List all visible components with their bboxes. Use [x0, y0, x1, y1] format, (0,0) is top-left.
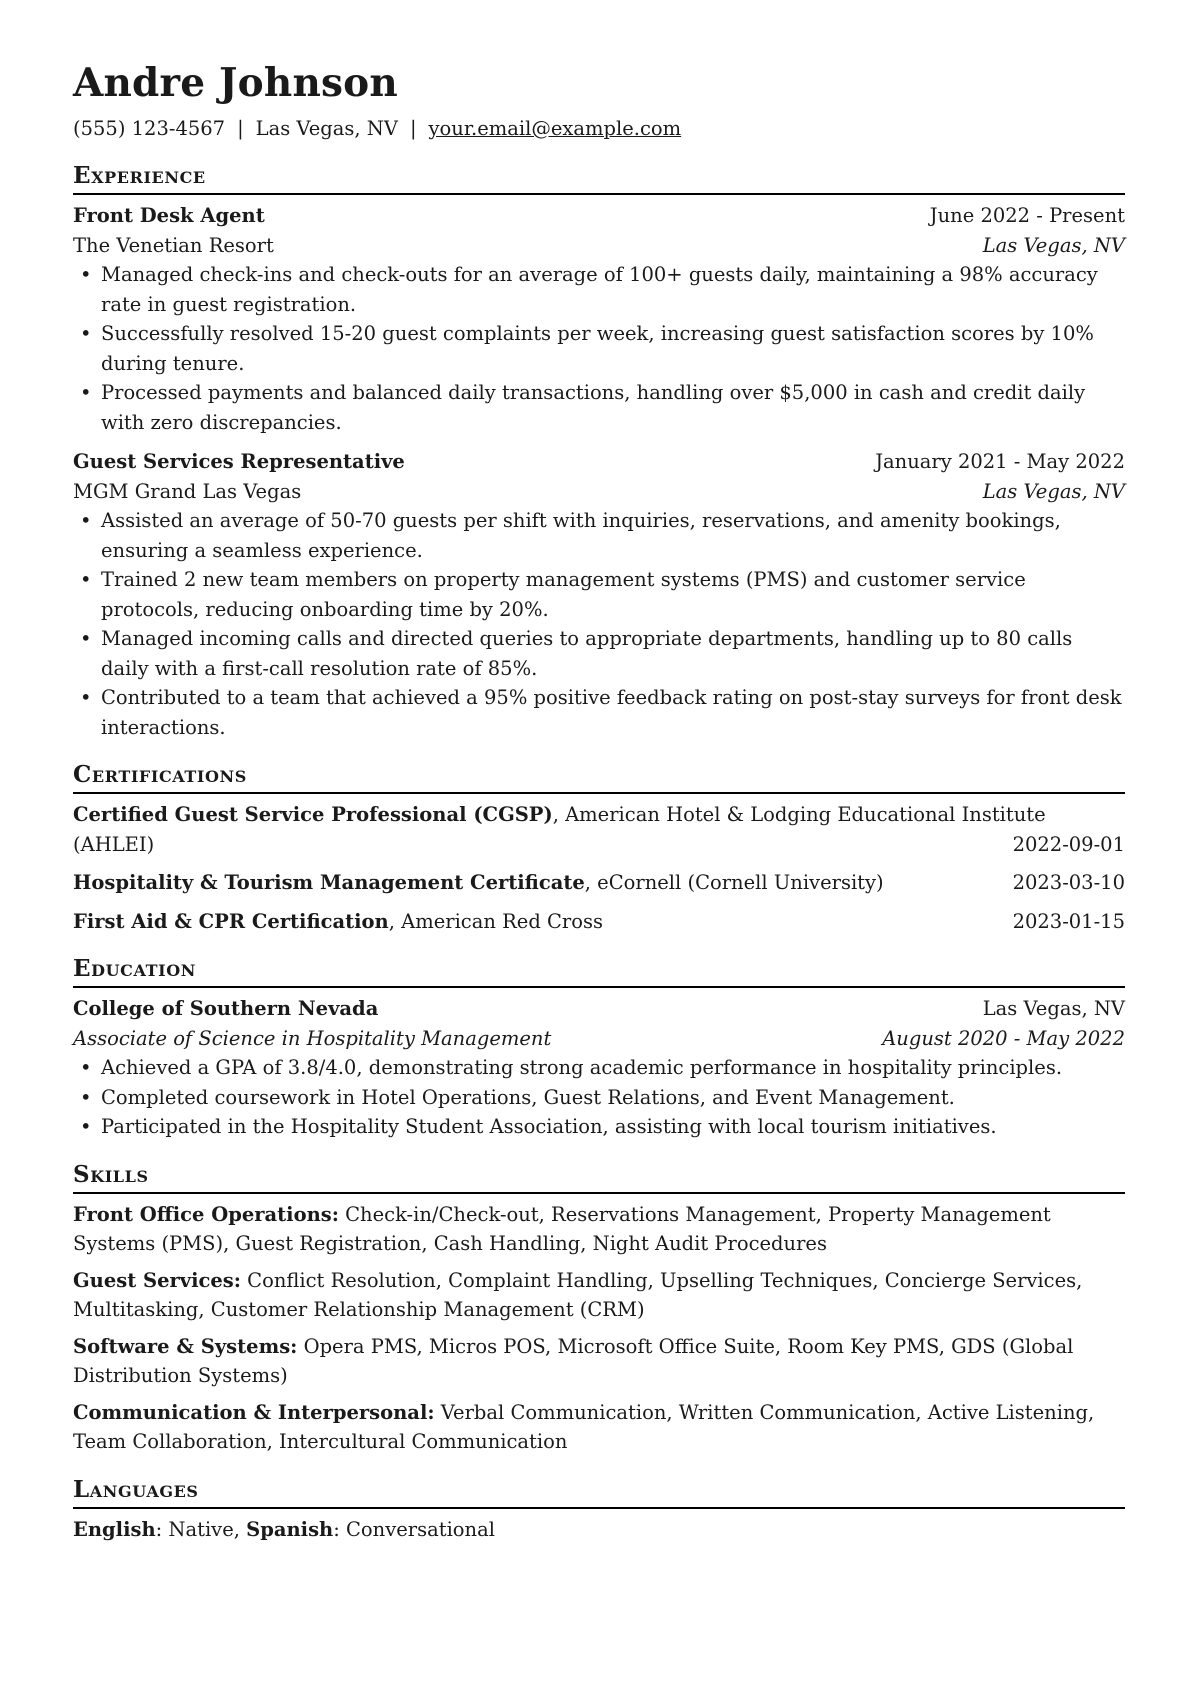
cert-date: 2022-09-01	[1012, 832, 1125, 856]
skill-list: Verbal Communication, Written Communication, Active Listening, Team Collaboration, Intercultural Communication	[73, 1400, 1095, 1453]
cert-issuer: , American Hotel & Lodging Educational Institute	[552, 803, 1046, 826]
bullet-item: • Completed coursework in Hotel Operations, Guest Relations, and Event Management.	[73, 1083, 1125, 1113]
certification-entry	[73, 907, 1125, 937]
languages-line	[73, 1515, 1125, 1545]
job-location: Las Vegas, NV	[982, 479, 1125, 503]
education-dates: August 2020 - May 2022	[882, 1026, 1125, 1050]
cert-issuer: , eCornell (Cornell University)	[584, 871, 884, 894]
job-location: Las Vegas, NV	[982, 233, 1125, 257]
cert-name: Certified Guest Service Professional (CGSP)	[73, 803, 553, 826]
skill-label: Front Office Operations:	[73, 1202, 339, 1226]
section-heading-certifications: Certifications	[73, 760, 1125, 794]
phone: (555) 123-4567	[73, 117, 226, 140]
job-dates: June 2022 - Present	[929, 204, 1125, 227]
language-level: : Native,	[155, 1517, 247, 1541]
language-level: : Conversational	[333, 1517, 495, 1541]
section-heading-skills: Skills	[73, 1160, 1125, 1194]
bullet-item: • Achieved a GPA of 3.8/4.0, demonstrating strong academic performance in hospitality principles.	[73, 1053, 1125, 1083]
skill-group	[73, 1200, 1125, 1259]
cert-issuer: , American Red Cross	[388, 909, 604, 933]
job-entry	[73, 201, 1125, 437]
certification-entry	[73, 868, 1125, 898]
job-entry	[73, 447, 1125, 742]
school-name: College of Southern Nevada	[73, 997, 379, 1020]
bullet-item: • Participated in the Hospitality Student Association, assisting with local tourism initiatives.	[73, 1112, 1125, 1142]
contact-line	[73, 114, 1125, 143]
skill-group	[73, 1266, 1125, 1325]
language-name: English	[73, 1517, 156, 1541]
bullet-item: • Trained 2 new team members on property management systems (PMS) and customer service protocols, reducing onboarding time by 20%.	[73, 565, 1125, 624]
skill-group	[73, 1398, 1125, 1457]
education-entry	[73, 994, 1125, 1142]
section-heading-experience: Experience	[73, 161, 1125, 195]
bullet-item: • Successfully resolved 15-20 guest complaints per week, increasing guest satisfaction scores by 10% during tenure.	[73, 319, 1125, 378]
job-company: MGM Grand Las Vegas	[73, 479, 302, 503]
job-title: Guest Services Representative	[73, 450, 405, 473]
skill-list: Check-in/Check-out, Reservations Management, Property Management Systems (PMS), Guest Registration, Cash Handling, Night Audit Procedures	[73, 1202, 1051, 1255]
skill-list: Opera PMS, Micros POS, Microsoft Office Suite, Room Key PMS, GDS (Global Distribution Systems)	[73, 1334, 1074, 1387]
location: Las Vegas, NV	[255, 117, 398, 140]
skill-list: Conflict Resolution, Complaint Handling, Upselling Techniques, Concierge Services, Multitasking, Customer Relationship Management (CRM)	[73, 1268, 1083, 1321]
section-heading-languages: Languages	[73, 1475, 1125, 1509]
job-bullets	[73, 506, 1125, 742]
resume-page	[73, 58, 1125, 1544]
degree: Associate of Science in Hospitality Management	[73, 1026, 552, 1050]
job-bullets	[73, 260, 1125, 437]
bullet-item: • Managed check-ins and check-outs for an average of 100+ guests daily, maintaining a 98% accuracy rate in guest registration.	[73, 260, 1125, 319]
job-title: Front Desk Agent	[73, 204, 265, 227]
bullet-item: • Assisted an average of 50-70 guests per shift with inquiries, reservations, and amenity bookings, ensuring a seamless experience.	[73, 506, 1125, 565]
skill-label: Guest Services:	[73, 1268, 241, 1292]
candidate-name: Andre Johnson	[73, 60, 398, 106]
school-location: Las Vegas, NV	[982, 997, 1125, 1020]
cert-date: 2023-03-10	[1012, 871, 1125, 894]
bullet-item: • Managed incoming calls and directed queries to appropriate departments, handling up to 80 calls daily with a first-call resolution rate of 85%.	[73, 624, 1125, 683]
cert-name: First Aid & CPR Certification	[73, 909, 389, 933]
section-heading-education: Education	[73, 954, 1125, 988]
skill-label: Communication & Interpersonal:	[73, 1400, 435, 1424]
contact-separator: |	[409, 117, 417, 140]
language-name: Spanish	[246, 1517, 334, 1541]
contact-separator: |	[237, 117, 244, 140]
email-link[interactable]: your.email@example.com	[428, 117, 682, 140]
cert-name: Hospitality & Tourism Management Certificate	[73, 871, 585, 894]
cert-issuer-cont: (AHLEI)	[73, 832, 155, 856]
education-bullets	[73, 1053, 1125, 1142]
bullet-item: • Processed payments and balanced daily transactions, handling over $5,000 in cash and credit daily with zero discrepancies.	[73, 378, 1125, 437]
bullet-item: • Contributed to a team that achieved a 95% positive feedback rating on post-stay surveys for front desk interactions.	[73, 683, 1125, 742]
cert-date: 2023-01-15	[1012, 909, 1125, 933]
skill-group	[73, 1332, 1125, 1391]
job-dates: January 2021 - May 2022	[875, 450, 1125, 473]
skill-label: Software & Systems:	[73, 1334, 298, 1358]
job-company: The Venetian Resort	[73, 233, 274, 257]
certification-entry	[73, 800, 1125, 859]
